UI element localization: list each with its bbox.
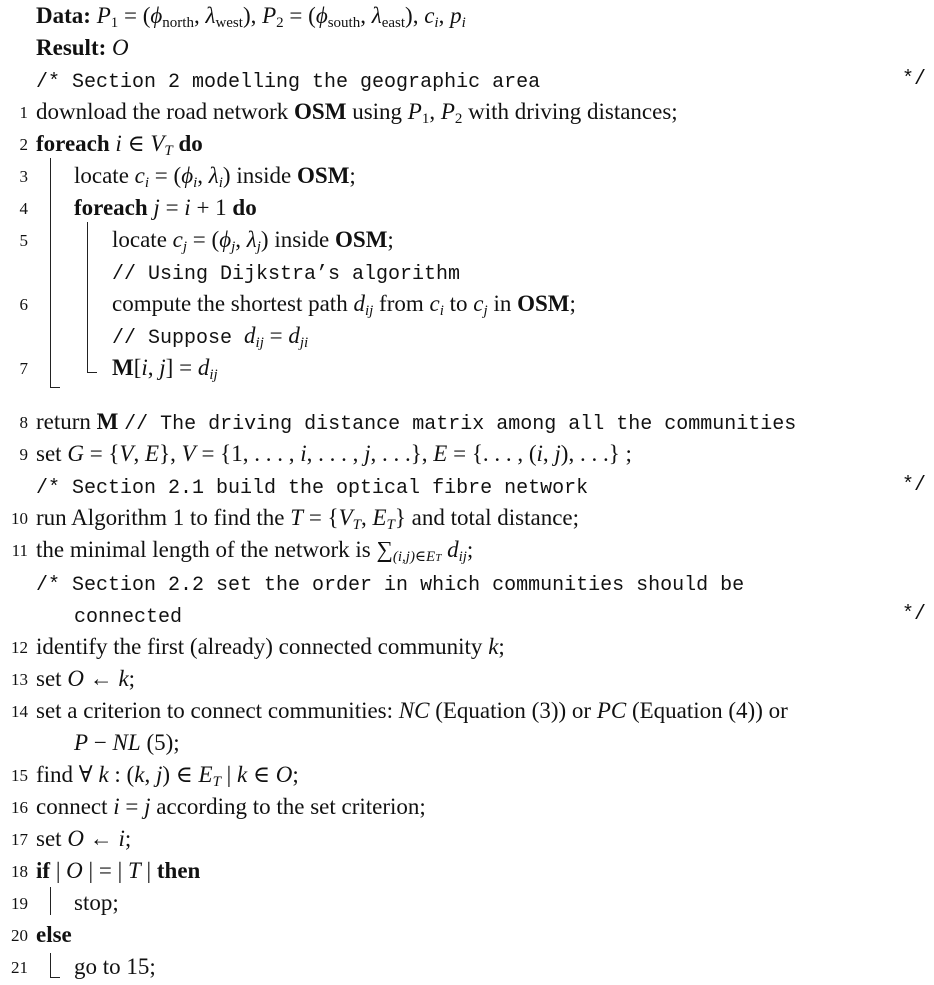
algorithm-line-13: set O ← k;: [36, 666, 136, 691]
line-number: 5: [19, 231, 28, 250]
algorithm-line-18: if | O | = | T | then: [36, 858, 201, 883]
block-end-inner: [87, 372, 97, 373]
line-number: 21: [11, 958, 28, 977]
line-number: 6: [19, 295, 28, 314]
comment-suppose: // Suppose $d_{ij} = d_{ji}$: [112, 323, 309, 351]
algorithm-line-21: go to 15;: [74, 954, 156, 979]
algorithm-line-14: set a criterion to connect communities: NC (Equation (3)) or PC (Equation (4)) or: [36, 698, 788, 723]
line-number: 15: [11, 766, 28, 785]
algorithm-line-8: return M // The driving distance matrix among all the communities: [36, 409, 797, 436]
algorithm-line-6: compute the shortest path $d_{ij}$ from $c_i$ to $c_j$ in OSM;: [112, 291, 576, 319]
line-number: 2: [19, 135, 28, 154]
algorithm-line-17: set O ← i;: [36, 826, 132, 851]
line-number: 19: [11, 894, 28, 913]
block-end-else: [50, 977, 60, 978]
line-number: 16: [11, 798, 28, 817]
line-number: 7: [19, 359, 28, 378]
line-number: 20: [11, 926, 28, 945]
algorithm-result-line: [36, 32, 129, 64]
block-end-outer: [50, 387, 60, 388]
comment-section-2: /* Section 2 modelling the geographic area: [36, 71, 541, 94]
block-bar-outer: [50, 158, 51, 387]
algorithm-line-4: foreach j = i + 1 do: [74, 195, 257, 220]
algorithm-line-1: download the road network OSM using $P_1$, $P_2$ with driving distances;: [36, 99, 678, 127]
data-label: Data:: [36, 3, 91, 28]
comment-section-2-2-cont: connected: [74, 606, 183, 629]
algorithm-line-15: find ∀ k : (k, j) ∈ $E_T$ | k ∈ O;: [36, 762, 299, 790]
comment-end: */: [901, 68, 926, 91]
line-number: 3: [19, 167, 28, 186]
line-number: 14: [11, 702, 28, 721]
comment-section-2-1: /* Section 2.1 build the optical fibre network: [36, 477, 589, 500]
algorithm-line-19: stop;: [74, 890, 119, 915]
line-number: 4: [19, 199, 28, 218]
block-bar-else: [50, 953, 51, 977]
algorithm-line-20: else: [36, 922, 72, 947]
line-number: 10: [11, 509, 28, 528]
comment-end: */: [901, 603, 926, 626]
comment-section-2-2: /* Section 2.2 set the order in which communities should be: [36, 574, 745, 597]
algorithm-line-14-cont: P − NL (5);: [74, 730, 180, 755]
algorithm-line-16: connect i = j according to the set criterion;: [36, 794, 426, 819]
algorithm-data-line: Data: $P_1 = (\phi_{north}$, $\lambda_{west}$), $P_2 = (\phi_{south}$, $\lambda_{east}$), $c_i$, $p_i$: [36, 3, 466, 31]
block-bar-if: [50, 887, 51, 915]
algorithm-line-10: run Algorithm 1 to find the $T = \{V_T$, $E_T$} and total distance;: [36, 505, 580, 533]
algorithm-line-9: set G = {V, E}, V = {1, . . . , i, . . . , j, . . .}, E = {. . . , (i, j), . . .} ;: [36, 441, 632, 466]
algorithm-line-7: M[i, $j] = d_{ij}$: [112, 355, 218, 383]
result-label: Result:: [36, 35, 107, 60]
algorithm-line-11: the minimal length of the network is $\sum_{(i,j)\in ET}$ $d_{ij}$;: [36, 537, 474, 565]
line-number: 13: [11, 670, 28, 689]
line-number: 11: [11, 541, 28, 560]
algorithm-line-5: locate $c_j = (\phi_j$, $\lambda_j$) inside OSM;: [112, 227, 394, 255]
line-number: 9: [19, 445, 28, 464]
line-number: 17: [11, 830, 28, 849]
result-value: O: [112, 35, 129, 60]
line-number: 18: [11, 862, 28, 881]
algorithm-line-12: identify the first (already) connected community k;: [36, 634, 505, 659]
line-number: 8: [19, 413, 28, 432]
comment-end: */: [901, 474, 926, 497]
comment-dijkstra: // Using Dijkstra’s algorithm: [112, 263, 461, 286]
line-number: 1: [19, 103, 28, 122]
line-number: 12: [11, 638, 28, 657]
algorithm-line-3: locate $c_i = (\phi_i$, $\lambda_i$) inside OSM;: [74, 163, 356, 191]
block-bar-inner: [87, 222, 88, 372]
algorithm-line-2: foreach i ∈ $V_T$ do: [36, 131, 203, 159]
